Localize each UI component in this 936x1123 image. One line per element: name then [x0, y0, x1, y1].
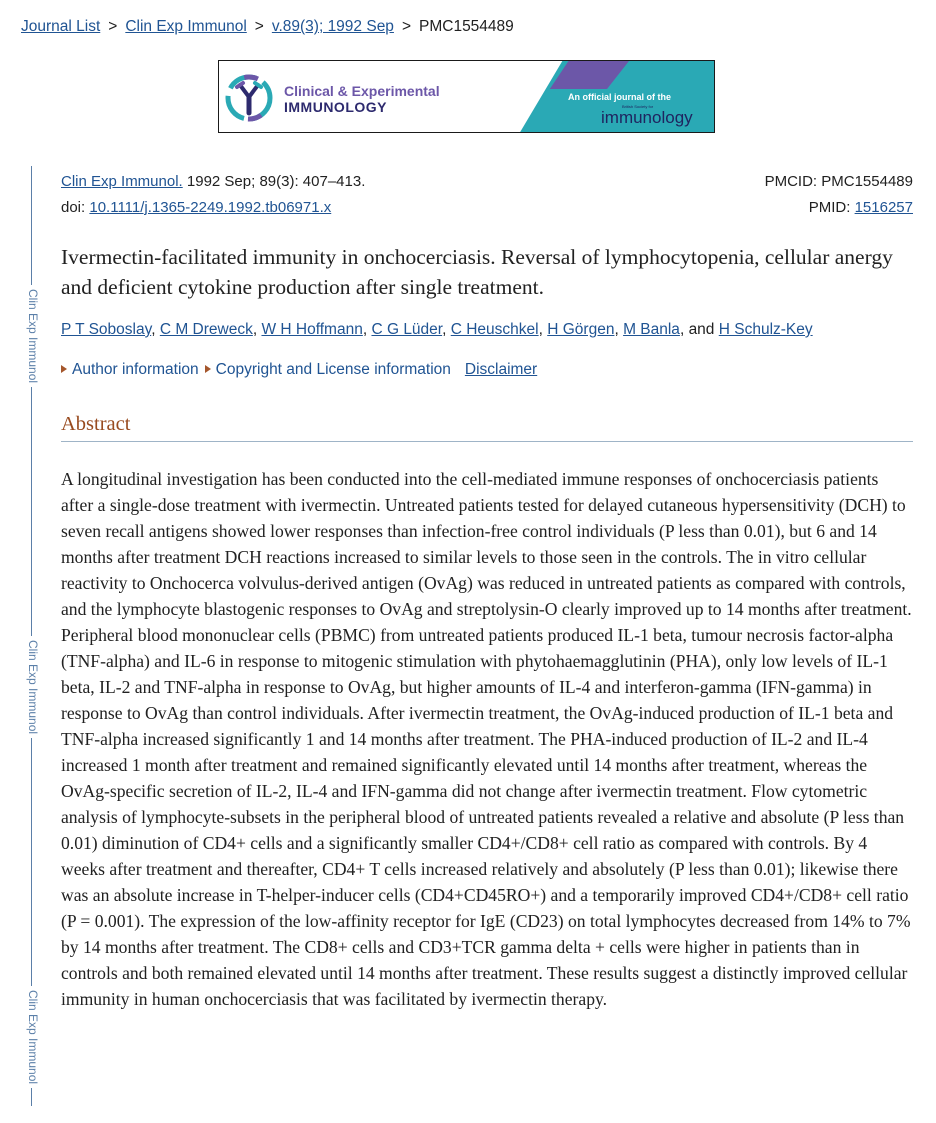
- breadcrumb-separator: >: [401, 18, 411, 35]
- breadcrumb: [21, 17, 514, 37]
- antibody-logo-icon: [223, 73, 275, 123]
- citation-details: 1992 Sep; 89(3): 407–413.: [182, 173, 366, 190]
- abstract-text: A longitudinal investigation has been conducted into the cell-mediated immune responses of onchocerciasis patients after a single-dose treatment with ivermectin. Untreated patients tested for delayed cutaneous hypersensitivity (DCH) to seven recall antigens showed lower responses than infection-free control individuals (P less than 0.01), but 6 and 14 months after treatment DCH reactions increased to similar levels to those seen in the controls. The in vitro cellular reactivity to Onchocerca volvulus-derived antigen (OvAg) was reduced in untreated patients as compared with controls, and the lymphocyte blastogenic responses to OvAg and streptolysin-O clearly improved up to 14 months after treatment. Peripheral blood mononuclear cells (PBMC) from untreated patients produced IL-1 beta, tumour necrosis factor-alpha (TNF-alpha) and IL-6 in response to mitogenic stimulation with phytohaemagglutinin (PHA), only low levels of IL-1 beta, IL-2 and TNF-alpha in response to OvAg, but higher amounts of IL-4 and interferon-gamma (IFN-gamma) in response to OvAg than control individuals. After ivermectin treatment, the OvAg-induced production of IL-1 beta and TNF-alpha increased significantly 1 and 14 months after treatment. The PHA-induced production of IL-2 and IL-4 increased 1 month after treatment and remained significantly elevated until 14 months after treatment, whereas the OvAg-specific secretion of IL-2, IL-4 and IFN-gamma did not change after ivermectin treatment. Flow cytometric analysis of lymphocyte-subsets in the peripheral blood of untreated patients revealed a relative and absolute (P less than 0.01) diminution of CD4+ cells and a significantly smaller CD4+/CD8+ cell ratio as compared with controls. By 4 weeks after treatment and thereafter, CD4+ T cells increased relatively and absolutely (P less than 0.01); likewise there was an absolute increase in T-helper-inducer cells (CD4+CD45RO+) and a temporarily improved CD4+/CD8+ cell ratio (P = 0.001). The expression of the low-affinity receptor for IgE (CD23) on total lymphocytes decreased from 14% to 7% by 14 months after treatment. The CD8+ cells and CD3+TCR gamma delta + cells were higher in patients than in controls and both remained elevated until 14 months after treatment. These results suggest a distinctly improved cellular immunity in human onchocerciasis that was facilitated by ivermectin therapy.: [61, 469, 912, 1009]
- breadcrumb-issue[interactable]: v.89(3); 1992 Sep: [271, 18, 394, 35]
- banner-society-name: immunology: [601, 108, 693, 127]
- identifiers-block: [765, 169, 913, 221]
- pmcid: PMCID: PMC1554489: [764, 173, 913, 190]
- breadcrumb-journal-list[interactable]: Journal List: [21, 18, 101, 35]
- rail-label: Clin Exp Immunol: [24, 285, 40, 387]
- journal-banner[interactable]: [218, 60, 715, 133]
- author-list: P T Soboslay, C M Dreweck, W H Hoffmann, C G Lüder, C Heuschkel, H Görgen, M Banla, and H Schulz-Key: [61, 321, 813, 338]
- author-information-label: Author information: [72, 361, 199, 378]
- citation-line: [61, 169, 365, 195]
- author-link[interactable]: P T Soboslay: [61, 321, 152, 338]
- banner-journal-name: [284, 83, 440, 115]
- abstract-heading: Abstract: [61, 410, 913, 442]
- doi-link[interactable]: 10.1111/j.1365-2249.1992.tb06971.x: [89, 199, 332, 216]
- breadcrumb-separator: >: [254, 18, 264, 35]
- doi-prefix: doi:: [61, 199, 90, 216]
- author-link[interactable]: C M Dreweck: [159, 321, 253, 338]
- rail-label: Clin Exp Immunol: [24, 636, 40, 738]
- copyright-label: Copyright and License information: [215, 361, 451, 378]
- pmid-prefix: PMID:: [808, 199, 855, 216]
- author-link[interactable]: H Görgen: [547, 321, 615, 338]
- banner-title-line2: IMMUNOLOGY: [284, 99, 387, 115]
- banner-official-text: An official journal of the: [568, 92, 671, 102]
- author-and: and: [688, 321, 715, 338]
- breadcrumb-separator: >: [108, 18, 118, 35]
- copyright-toggle[interactable]: [205, 361, 451, 378]
- triangle-right-icon: [205, 365, 211, 373]
- banner-title-line1: Clinical & Experimental: [284, 83, 440, 99]
- article-info-bar: [61, 359, 537, 381]
- doi-line: [61, 195, 365, 221]
- breadcrumb-journal[interactable]: Clin Exp Immunol: [125, 18, 247, 35]
- author-link[interactable]: M Banla: [623, 321, 680, 338]
- banner-society-text: British Society for: [622, 104, 654, 109]
- triangle-right-icon: [61, 365, 67, 373]
- author-link[interactable]: C G Lüder: [371, 321, 443, 338]
- pmid-line: [765, 195, 913, 221]
- author-link[interactable]: C Heuschkel: [450, 321, 539, 338]
- author-information-toggle[interactable]: [61, 361, 199, 378]
- article-title: Ivermectin-facilitated immunity in onchocerciasis. Reversal of lymphocytopenia, cellular anergy and deficient cytokine production after single treatment.: [61, 245, 893, 299]
- breadcrumb-current: PMC1554489: [419, 18, 514, 35]
- rail-label: Clin Exp Immunol: [24, 986, 40, 1088]
- citation-block: [61, 169, 365, 221]
- journal-link[interactable]: Clin Exp Immunol.: [61, 173, 183, 190]
- disclaimer-link[interactable]: Disclaimer: [464, 361, 538, 378]
- author-link[interactable]: H Schulz-Key: [718, 321, 813, 338]
- author-link[interactable]: W H Hoffmann: [261, 321, 363, 338]
- pmid-link[interactable]: 1516257: [854, 199, 913, 216]
